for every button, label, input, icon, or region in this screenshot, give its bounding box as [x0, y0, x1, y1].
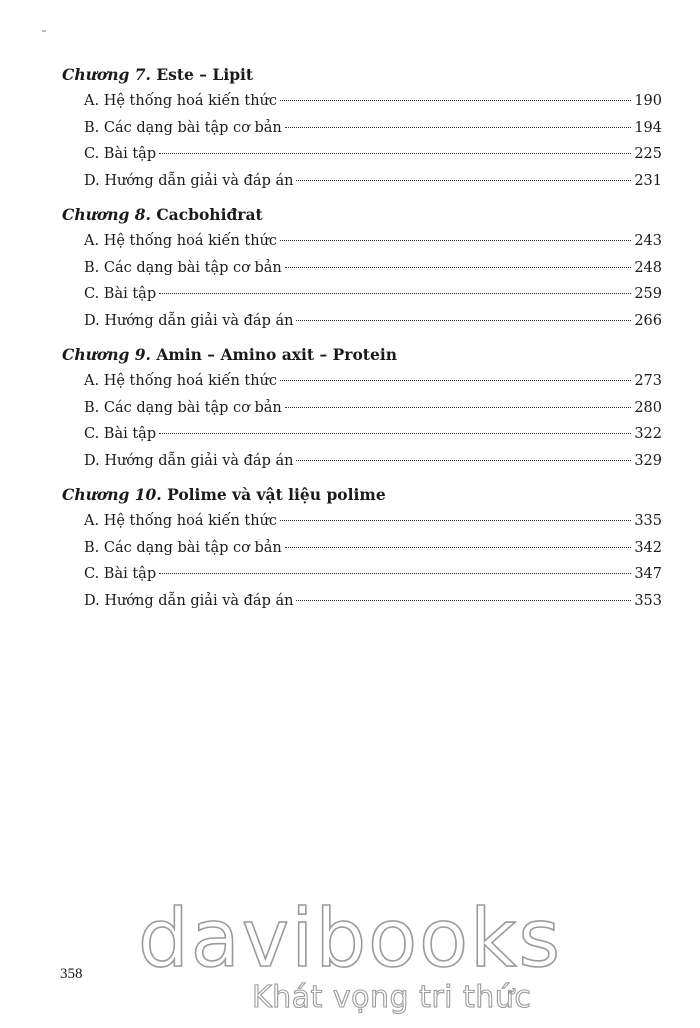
chapter-heading: [62, 482, 662, 508]
chapter-9: [62, 342, 662, 474]
entry-page: 273: [634, 373, 662, 389]
entry-page: 225: [634, 146, 662, 162]
entry-page: 342: [634, 539, 662, 556]
entry-text: D. Hướng dẫn giải và đáp án: [84, 312, 294, 329]
chapter-label: Chương 10.: [62, 485, 162, 504]
entry-text: D. Hướng dẫn giải và đáp án: [84, 172, 294, 189]
dot-leader: [296, 180, 631, 181]
chapter-title: Este – Lipit: [156, 65, 254, 84]
chapter-label: Chương 9.: [62, 345, 151, 364]
entry-text: B. Các dạng bài tập cơ bản: [84, 399, 282, 416]
toc-entry: [62, 588, 662, 615]
entry-page: 248: [634, 259, 662, 276]
toc-entry: [62, 281, 662, 308]
watermark-brand: davibooks: [137, 892, 563, 985]
dot-leader: [159, 433, 631, 434]
dot-leader: [285, 267, 632, 268]
entry-page: 243: [634, 233, 662, 249]
entry-text: D. Hướng dẫn giải và đáp án: [84, 452, 294, 469]
entry-page: 190: [634, 93, 662, 109]
entry-page: 322: [634, 426, 662, 442]
chapter-heading: [62, 342, 662, 368]
chapter-title: Amin – Amino axit – Protein: [156, 345, 397, 364]
entry-text: A. Hệ thống hoá kiến thức: [84, 373, 278, 389]
toc-entry: [62, 308, 662, 335]
entry-page: 194: [634, 119, 662, 136]
entry-text: B. Các dạng bài tập cơ bản: [84, 119, 282, 136]
scan-speck: [42, 30, 46, 32]
dot-leader: [285, 407, 632, 408]
chapter-8: [62, 202, 662, 334]
toc-entry: [62, 421, 662, 448]
entry-page: 353: [634, 592, 662, 609]
chapter-heading: [62, 62, 662, 88]
entry-text: C. Bài tập: [84, 426, 157, 442]
dot-leader: [159, 293, 631, 294]
chapter-label: Chương 7.: [62, 65, 151, 84]
entry-page: 280: [634, 399, 662, 416]
entry-text: A. Hệ thống hoá kiến thức: [84, 513, 278, 529]
entry-page: 347: [634, 566, 662, 582]
entry-page: 335: [634, 513, 662, 529]
toc-entry: [62, 508, 662, 535]
entry-page: 259: [634, 286, 662, 302]
watermark: [130, 892, 570, 1022]
entry-text: C. Bài tập: [84, 146, 157, 162]
toc-entry: [62, 115, 662, 142]
dot-leader: [280, 240, 631, 241]
chapter-title: Polime và vật liệu polime: [167, 485, 386, 504]
dot-leader: [280, 100, 631, 101]
chapter-title: Cacbohiđrat: [156, 205, 263, 224]
entry-page: 329: [634, 452, 662, 469]
chapter-10: [62, 482, 662, 614]
chapter-heading: [62, 202, 662, 228]
toc-entry: [62, 448, 662, 475]
toc-entry: [62, 395, 662, 422]
watermark-slogan: Khát vọng tri thức: [252, 980, 532, 1015]
toc-entry: [62, 561, 662, 588]
dot-leader: [159, 573, 631, 574]
dot-leader: [285, 547, 632, 548]
table-of-contents: [62, 62, 662, 622]
page-number: 358: [60, 966, 83, 982]
entry-text: B. Các dạng bài tập cơ bản: [84, 259, 282, 276]
entry-text: A. Hệ thống hoá kiến thức: [84, 93, 278, 109]
dot-leader: [296, 320, 631, 321]
toc-entry: [62, 88, 662, 115]
entry-text: C. Bài tập: [84, 566, 157, 582]
entry-page: 231: [634, 172, 662, 189]
toc-entry: [62, 168, 662, 195]
entry-page: 266: [634, 312, 662, 329]
dot-leader: [280, 380, 631, 381]
entry-text: C. Bài tập: [84, 286, 157, 302]
dot-leader: [296, 600, 631, 601]
toc-entry: [62, 535, 662, 562]
dot-leader: [296, 460, 631, 461]
chapter-7: [62, 62, 662, 194]
entry-text: A. Hệ thống hoá kiến thức: [84, 233, 278, 249]
dot-leader: [280, 520, 631, 521]
toc-entry: [62, 141, 662, 168]
entry-text: D. Hướng dẫn giải và đáp án: [84, 592, 294, 609]
toc-entry: [62, 228, 662, 255]
dot-leader: [285, 127, 632, 128]
toc-entry: [62, 368, 662, 395]
dot-leader: [159, 153, 631, 154]
toc-entry: [62, 255, 662, 282]
entry-text: B. Các dạng bài tập cơ bản: [84, 539, 282, 556]
chapter-label: Chương 8.: [62, 205, 151, 224]
